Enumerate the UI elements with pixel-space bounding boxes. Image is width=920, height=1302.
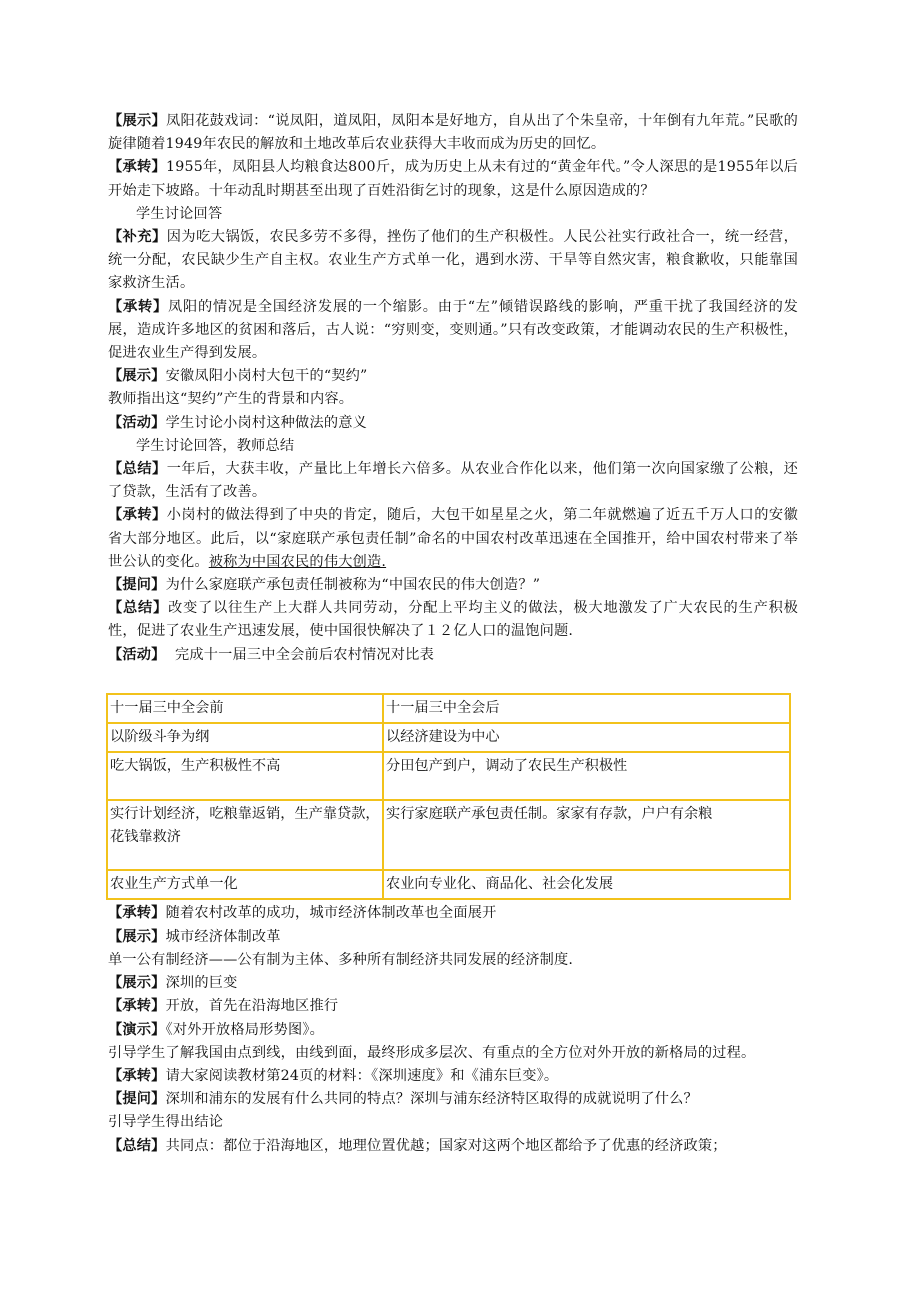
paragraph-text: 引导学生得出结论 [108, 1114, 224, 1131]
paragraph-supplement [108, 226, 798, 296]
paragraph-text: 《对外开放格局形势图》。 [165, 1021, 325, 1038]
section-tag: 【承转】 [108, 298, 168, 315]
table-cell: 实行计划经济，吃粮靠返销，生产靠贷款，花钱靠救济 [107, 800, 383, 870]
table-cell: 农业生产方式单一化 [107, 870, 383, 899]
paragraph-text: 深圳的巨变 [165, 975, 238, 992]
paragraph-text: 请大家阅读教材第24页的材料：《深圳速度》和《浦东巨变》。 [165, 1067, 559, 1084]
paragraph-text: 引导学生了解我国由点到线，由线到面，最终形成多层次、有重点的全方位对外开放的新格局的过程。 [108, 1044, 756, 1061]
paragraph-activity-discuss [108, 412, 798, 435]
table-row [107, 723, 790, 752]
table-row [107, 870, 790, 899]
paragraph-text: 共同点：都位于沿海地区，地理位置优越；国家对这两个地区都给予了优惠的经济政策； [165, 1137, 727, 1154]
section-tag: 【总结】 [108, 1137, 166, 1154]
paragraph-show-contract [108, 365, 798, 388]
section-tag: 【展示】 [108, 368, 166, 385]
section-tag: 【活动】 [108, 646, 166, 663]
paragraph-text: 安徽凤阳小岗村大包干的“契约” [165, 368, 368, 385]
paragraph-transition-1955 [108, 156, 798, 202]
section-tag: 【承转】 [108, 905, 166, 922]
paragraph-transition-city [108, 902, 798, 925]
paragraph-transition-xiaogang [108, 504, 798, 574]
document-page [108, 110, 798, 1158]
paragraph-demo-map [108, 1019, 798, 1042]
comparison-table [106, 693, 791, 901]
paragraph-transition-reading [108, 1065, 798, 1088]
paragraph-text: 1955年，凤阳县人均粮食达800斤，成为历史上从未有过的“黄金年代。”令人深思的是1955年以后开始走下坡路。十年动乱时期甚至出现了百姓沿街乞讨的现象，这是什么原因造成的？ [108, 159, 798, 199]
paragraph-summary-harvest [108, 458, 798, 504]
section-tag: 【展示】 [108, 113, 167, 129]
paragraph-text: 开放，首先在沿海地区推行 [165, 998, 339, 1015]
paragraph-text: 小岗村的做法得到了中央的肯定，随后，大包干如星星之火，第二年就燃遍了近五千万人口的安徽省大部分地区。此后，以“家庭联产承包责任制”命名的中国农村改革迅速在全国推开，给中国农村带来了举世公认的变化。 [108, 507, 798, 570]
paragraph-text: 随着农村改革的成功，城市经济体制改革也全面展开 [165, 905, 497, 922]
table-header-before: 十一届三中全会前 [107, 694, 383, 723]
paragraph-show-city-reform [108, 926, 798, 949]
paragraph-summary-reform [108, 597, 798, 643]
paragraph-text: 城市经济体制改革 [165, 928, 281, 945]
section-tag: 【演示】 [108, 1021, 166, 1038]
paragraph-show-fengyang [108, 110, 798, 156]
paragraph-question-pudong [108, 1088, 798, 1111]
paragraph-text: 学生讨论回答 [136, 205, 223, 222]
paragraph-text: 凤阳花鼓戏词：“说凤阳，道凤阳，凤阳本是好地方，自从出了个朱皇帝，十年倒有九年荒。”民歌的旋律随着1949年农民的解放和土地改革后农业获得大丰收而成为历史的回忆。 [108, 113, 798, 153]
spacer [108, 667, 798, 691]
section-tag: 【活动】 [108, 414, 166, 431]
paragraph-text: 为什么家庭联产承包责任制被称为“中国农民的伟大创造？” [165, 577, 541, 594]
paragraph-text: 凤阳的情况是全国经济发展的一个缩影。由于“左”倾错误路线的影响，严重干扰了我国经济的发展，造成许多地区的贫困和落后，古人说：“穷则变，变则通。”只有改变政策，才能调动农民的生产积极性，促进农业生产得到发展。 [108, 298, 799, 362]
table-row [107, 694, 790, 723]
table-cell: 分田包产到户，调动了农民生产积极性 [383, 752, 790, 800]
paragraph-text: 深圳和浦东的发展有什么共同的特点？深圳与浦东经济特区取得的成就说明了什么？ [165, 1091, 698, 1108]
table-cell: 吃大锅饭，生产积极性不高 [107, 752, 383, 800]
paragraph-teacher-note [108, 388, 798, 411]
paragraph-text: 学生讨论小岗村这种做法的意义 [165, 414, 367, 431]
paragraph-text: 完成十一届三中全会前后农村情况对比表 [165, 646, 434, 663]
paragraph-transition-coastal [108, 995, 798, 1018]
paragraph-summary-common [108, 1135, 798, 1158]
paragraph-text: 改变了以往生产上大群人共同劳动，分配上平均主义的做法，极大地激发了广大农民的生产积极性，促进了农业生产迅速发展，使中国很快解决了１２亿人口的温饱问题. [108, 600, 798, 640]
section-tag: 【总结】 [108, 461, 167, 478]
table-row [107, 800, 790, 870]
section-tag: 【补充】 [108, 229, 167, 246]
section-tag: 【提问】 [108, 577, 166, 594]
table-header-after: 十一届三中全会后 [383, 694, 790, 723]
paragraph-question-creation [108, 574, 798, 597]
paragraph-text: 教师指出这“契约”产生的背景和内容。 [108, 391, 354, 408]
section-tag: 【承转】 [108, 998, 166, 1015]
section-tag: 【总结】 [108, 600, 169, 617]
paragraph-text: 因为吃大锅饭，农民多劳不多得，挫伤了他们的生产积极性。人民公社实行政社合一，统一经营，统一分配，农民缺少生产自主权。农业生产方式单一化，遇到水涝、干旱等自然灾害，粮食歉收，只能靠国家救济生活。 [108, 229, 798, 292]
section-tag: 【承转】 [108, 159, 167, 176]
section-tag: 【提问】 [108, 1091, 166, 1108]
paragraph-text: 一年后，大获丰收，产量比上年增长六倍多。从农业合作化以来，他们第一次向国家缴了公粮，还了贷款，生活有了改善。 [108, 461, 798, 501]
table-cell: 实行家庭联产承包责任制。家家有存款，户户有余粮 [383, 800, 790, 870]
paragraph-transition-left-error [108, 296, 798, 366]
paragraph-ownership [108, 949, 798, 972]
paragraph-show-shenzhen [108, 972, 798, 995]
paragraph-student-discussion [108, 203, 798, 226]
paragraph-guide-conclusion [108, 1111, 798, 1134]
paragraph-student-answer [108, 435, 798, 458]
table-cell: 农业向专业化、商品化、社会化发展 [383, 870, 790, 899]
paragraph-text: 单一公有制经济——公有制为主体、多种所有制经济共同发展的经济制度. [108, 951, 574, 968]
section-tag: 【展示】 [108, 975, 166, 992]
paragraph-guide-opening [108, 1042, 798, 1065]
paragraph-text: 学生讨论回答，教师总结 [136, 437, 295, 454]
section-tag: 【展示】 [108, 928, 166, 945]
paragraph-activity-table [108, 644, 798, 667]
section-tag: 【承转】 [108, 1067, 166, 1084]
table-cell: 以阶级斗争为纲 [107, 723, 383, 752]
table-cell: 以经济建设为中心 [383, 723, 790, 752]
underlined-text: 被称为中国农民的伟大创造. [208, 553, 387, 570]
table-row [107, 752, 790, 800]
section-tag: 【承转】 [108, 507, 167, 524]
